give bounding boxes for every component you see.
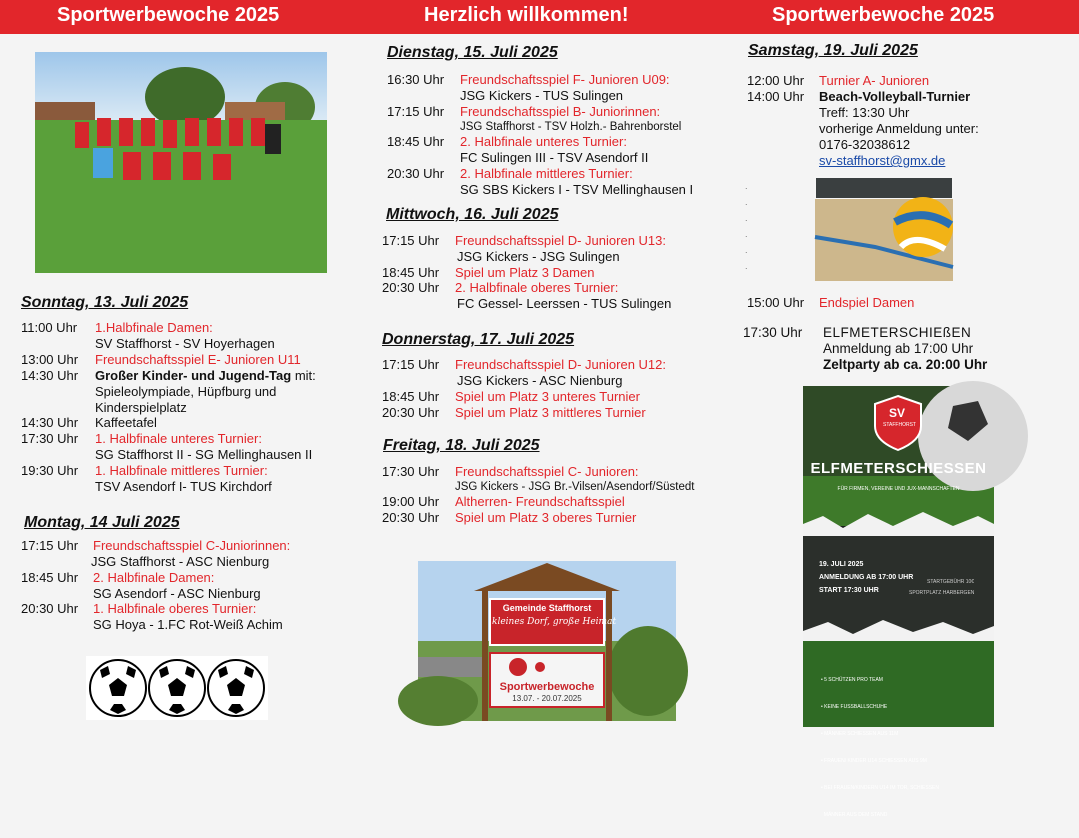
dot-leaders: . . . . . . — [745, 181, 748, 271]
sign-top-text: Gemeinde Staffhorst — [502, 603, 592, 613]
poster-date: 19. JULI 2025 — [819, 561, 864, 568]
team-photo — [35, 52, 327, 273]
header-title-left: Sportwerbewoche 2025 — [57, 4, 280, 26]
poster-registration: ANMELDUNG AB 17:00 UHR — [819, 574, 914, 581]
day-title-freitag: Freitag, 18. Juli 2025 — [383, 437, 540, 454]
beach-volleyball-photo — [815, 177, 953, 281]
poster-place: SPORTPLATZ HARBERGEN — [909, 590, 975, 596]
village-sign-photo — [418, 561, 676, 721]
elfmeter-poster — [803, 386, 994, 818]
day-title-samstag: Samstag, 19. Juli 2025 — [748, 42, 918, 59]
sign-slogan: kleines Dorf, große Heimat — [492, 617, 617, 627]
day-title-mittwoch: Mittwoch, 16. Juli 2025 — [386, 206, 559, 223]
day-title-donnerstag: Donnerstag, 17. Juli 2025 — [382, 331, 575, 348]
poster-start: START 17:30 UHR — [819, 587, 879, 594]
poster-subtitle: FÜR FIRMEN, VEREINE UND JUX-MANNSCHAFTEN — [837, 486, 960, 492]
poster-fee: STARTGEBÜHR 10€ — [927, 579, 975, 585]
header-title-center: Herzlich willkommen! — [424, 4, 629, 26]
day-title-dienstag: Dienstag, 15. Juli 2025 — [387, 44, 558, 61]
day-title-sonntag: Sonntag, 13. Juli 2025 — [21, 294, 189, 311]
header-title-right: Sportwerbewoche 2025 — [772, 4, 995, 26]
sign-event-text: Sportwerbewoche — [499, 681, 595, 693]
header-bar — [0, 0, 1079, 34]
football-balls-image — [86, 656, 268, 720]
sign-dates: 13.07. - 20.07.2025 — [512, 694, 582, 703]
email-link[interactable]: sv-staffhorst@gmx.de — [819, 153, 946, 168]
poster-club-sub: STAFFHORST — [883, 422, 916, 428]
poster-club: SV — [889, 406, 906, 420]
poster-title: ELFMETERSCHIESSEN — [810, 460, 987, 477]
day-title-montag: Montag, 14 Juli 2025 — [24, 514, 180, 531]
poster-rules: • 5 SCHÜTZEN PRO TEAM • KEINE FUSSBALLSCHUHE • MÄNNER SCHIESSEN AUS 11M • FRAUEN/ KINDER U14 SCHIESSEN AUS 9M • BEI FRAUEN/KINDERN U14 IM TOR, SCHIESSEN MÄNNER AUS DEM STAND — [821, 677, 939, 818]
